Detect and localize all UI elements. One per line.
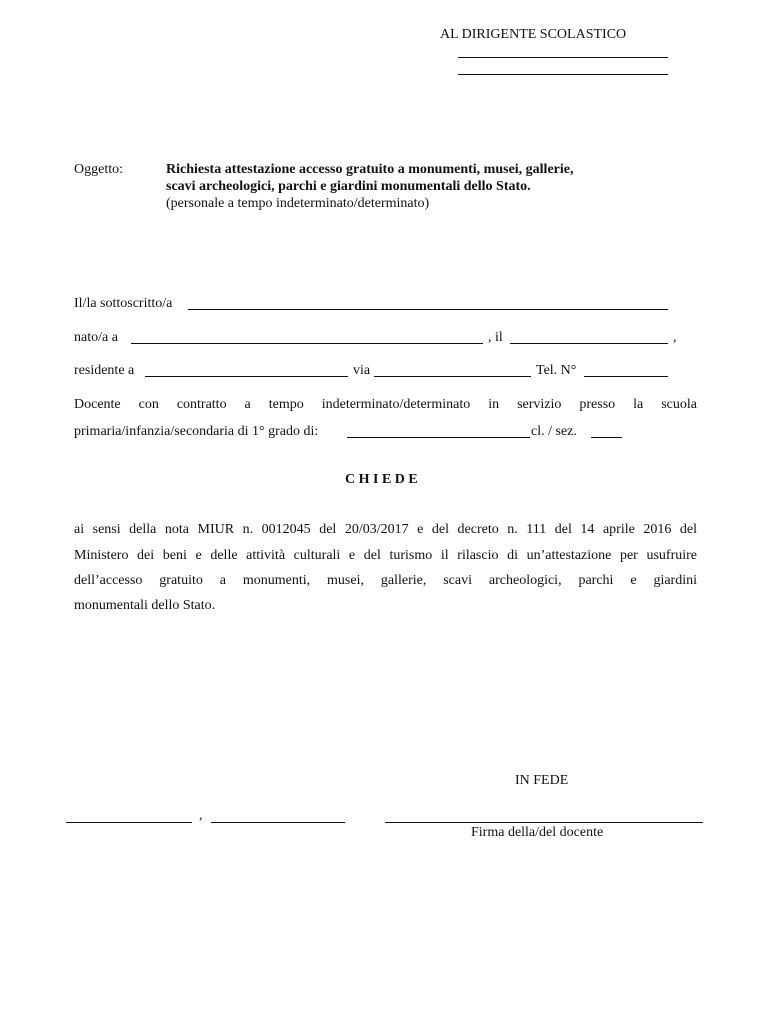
subject-label: Oggetto: [74, 162, 123, 177]
class-label: cl. / sez. [531, 424, 577, 439]
birthdate-label: , il [488, 330, 503, 345]
school-label: primaria/infanzia/secondaria di 1° grado di: [74, 424, 319, 439]
birthdate-field[interactable] [510, 343, 668, 344]
place-field[interactable] [66, 822, 192, 823]
born-label: nato/a a [74, 330, 118, 345]
signature-caption: Firma della/del docente [471, 825, 604, 840]
request-line-4: monumentali dello Stato. [74, 598, 216, 613]
in-fede-label: IN FEDE [515, 773, 569, 788]
subject-line-1: Richiesta attestazione accesso gratuito a monumenti, musei, gallerie, [166, 162, 574, 177]
residence-field[interactable] [145, 376, 348, 377]
request-line-1: ai sensi della nota MIUR n. 0012045 del 20/03/2017 e del decreto n. 111 del 14 aprile 2016 del [74, 522, 697, 537]
resident-label: residente a [74, 363, 135, 378]
phone-field[interactable] [584, 376, 668, 377]
recipient-blank-line-2[interactable] [458, 74, 668, 75]
request-line-2: Ministero dei beni e delle attività culturali e del turismo il rilascio di un’attestazione per usufruire [74, 548, 697, 563]
signature-field[interactable] [385, 822, 703, 823]
recipient-heading: AL DIRIGENTE SCOLASTICO [440, 27, 627, 42]
subject-line-3: (personale a tempo indeterminato/determinato) [166, 196, 430, 211]
request-heading: C H I E D E [345, 472, 418, 487]
teacher-contract-line: Docente con contratto a tempo indeterminato/determinato in servizio presso la scuola [74, 397, 697, 412]
place-date-comma: , [199, 808, 203, 823]
birthplace-field[interactable] [131, 343, 483, 344]
request-line-3: dell’accesso gratuito a monumenti, musei, gallerie, scavi archeologici, parchi e giardini [74, 573, 697, 588]
street-field[interactable] [374, 376, 531, 377]
subject-line-2: scavi archeologici, parchi e giardini monumentali dello Stato. [166, 179, 531, 194]
via-label: via [353, 363, 371, 378]
tel-label: Tel. N° [536, 363, 577, 378]
undersigned-label: Il/la sottoscritto/a [74, 296, 173, 311]
recipient-blank-line-1[interactable] [458, 57, 668, 58]
school-field[interactable] [347, 437, 530, 438]
birthdate-comma: , [673, 330, 677, 345]
date-field[interactable] [211, 822, 345, 823]
class-section-field[interactable] [591, 437, 622, 438]
undersigned-name-field[interactable] [188, 309, 668, 310]
